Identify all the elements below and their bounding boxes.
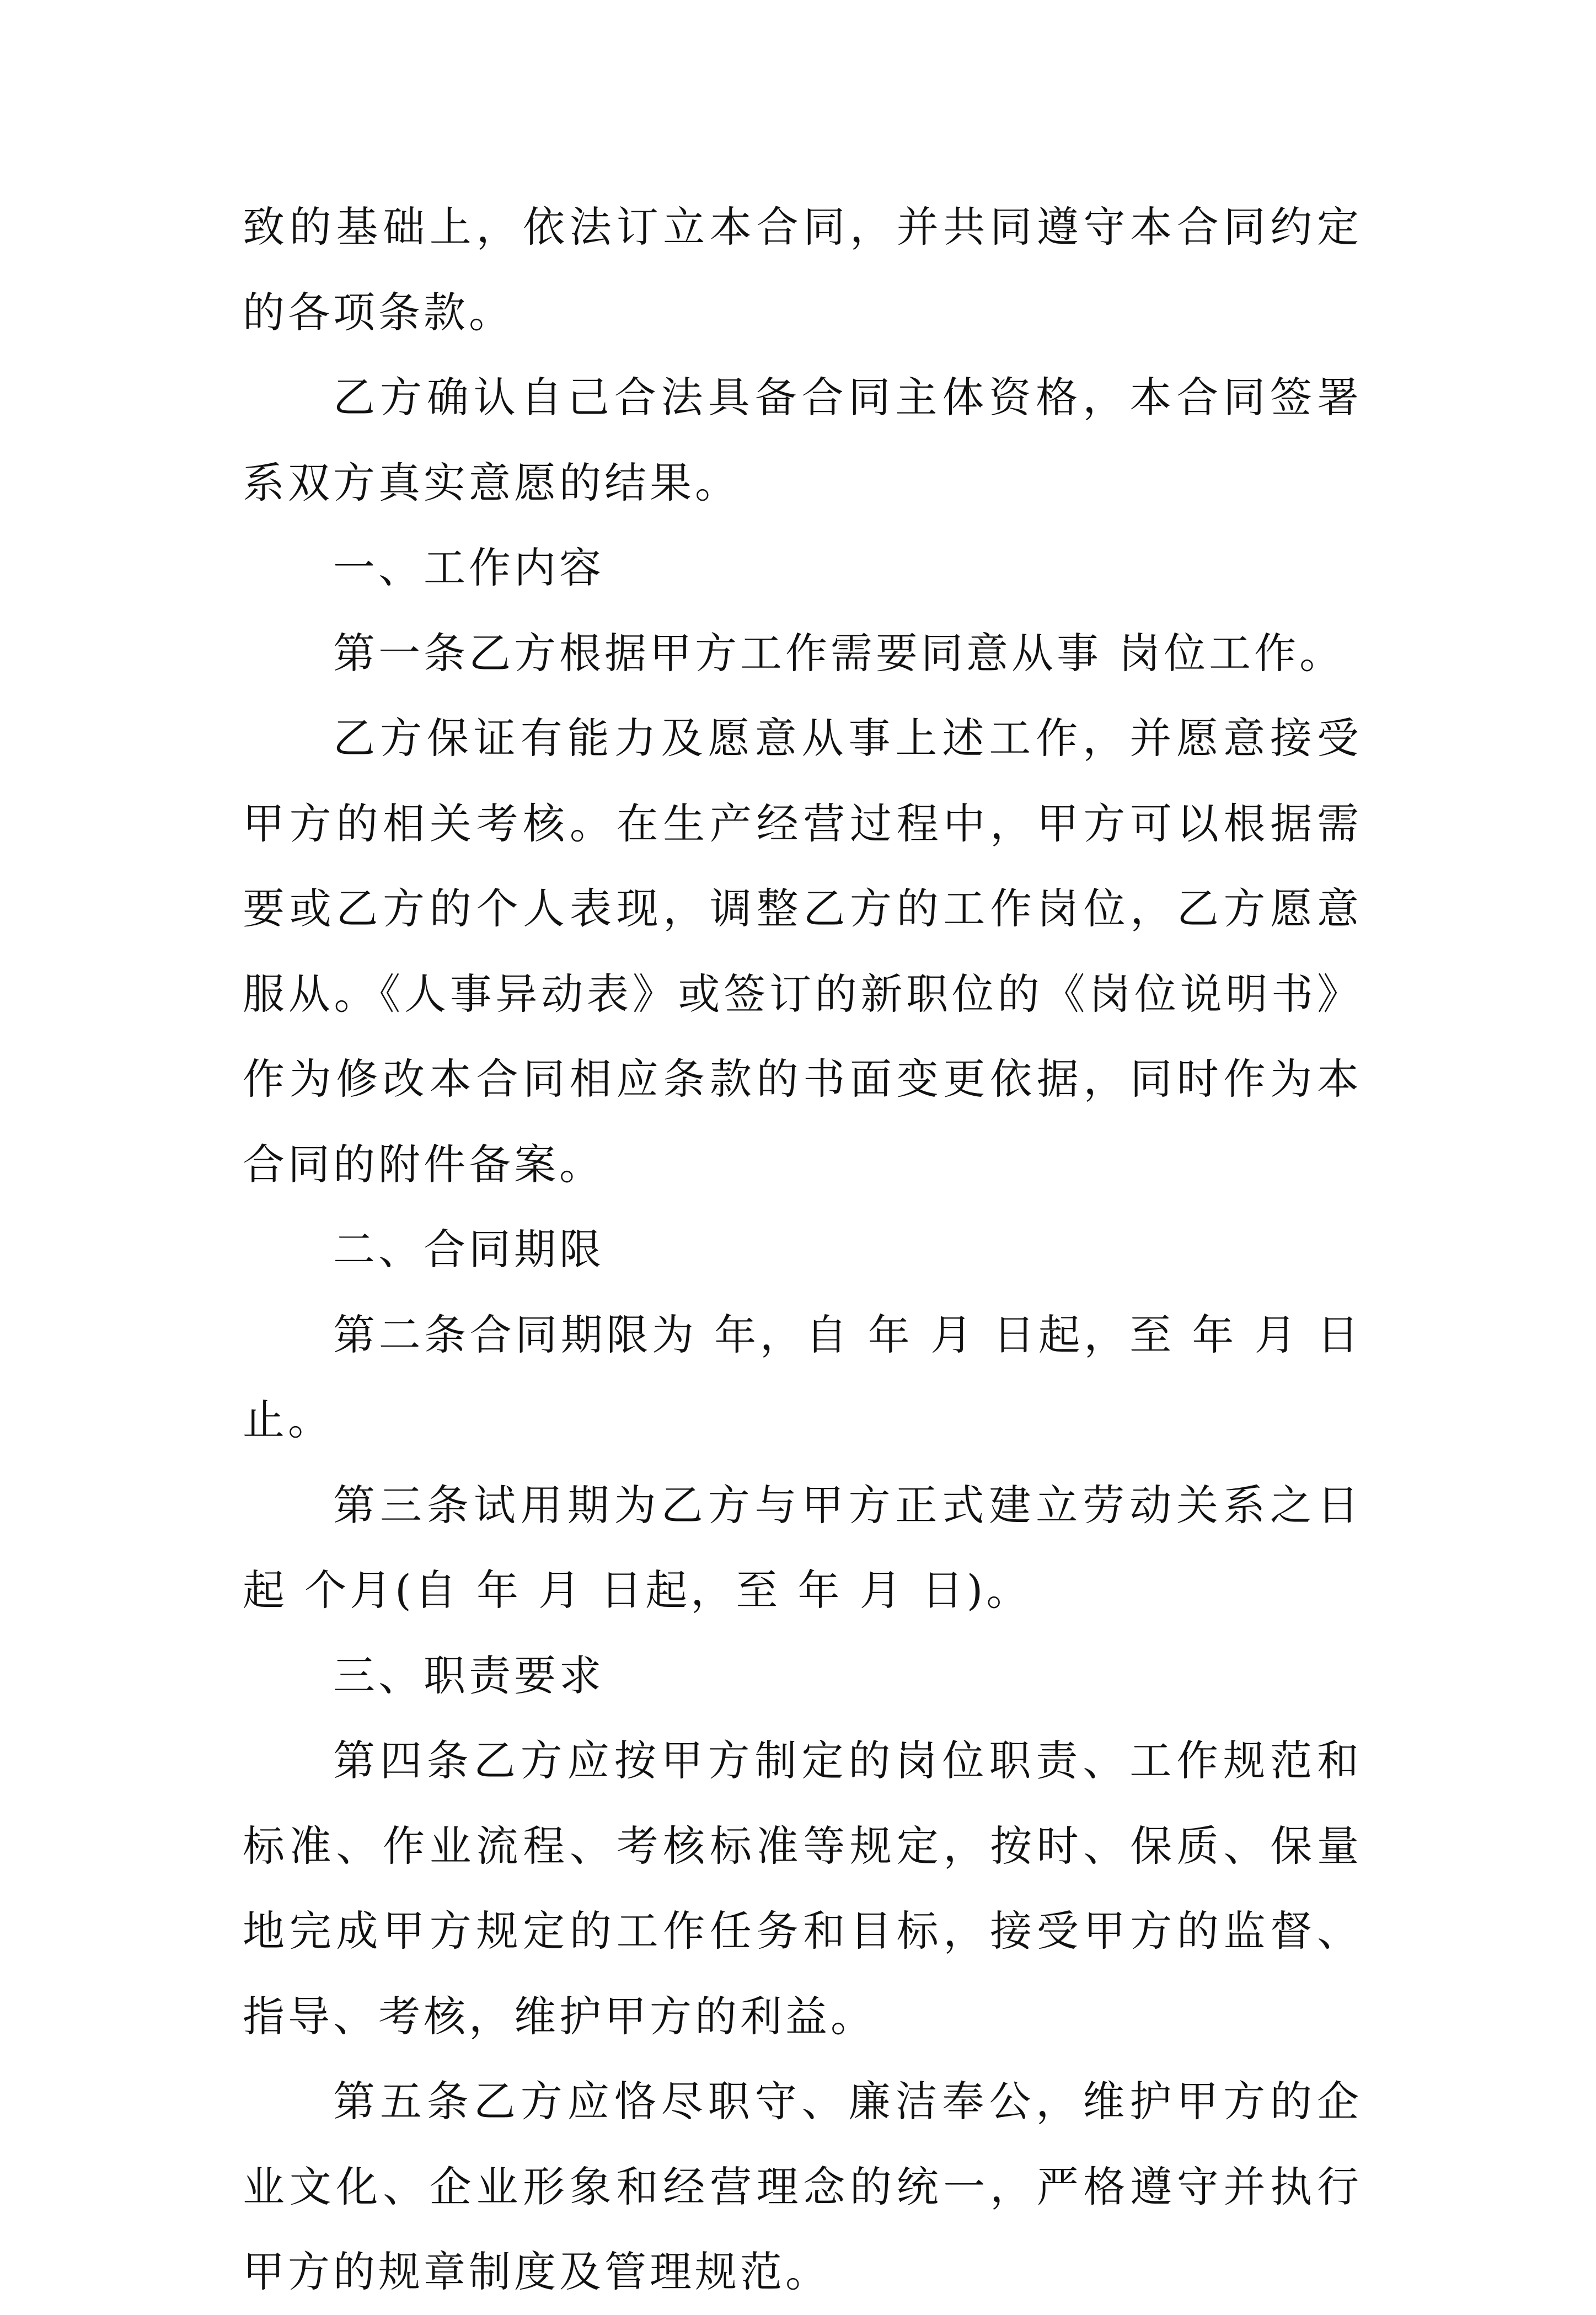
article-2: 第二条合同期限为 年，自 年 月 日起，至 年 月 日止。	[243, 1310, 1362, 1444]
paragraph-job-adjustment: 乙方保证有能力及愿意从事上述工作，并愿意接受甲方的相关考核。在生产经营过程中，甲方可以根据需要或乙方的个人表现，调整乙方的工作岗位，乙方愿意服从。《人事异动表》或签订的新职位的《岗位说明书》作为修改本合同相应条款的书面变更依据，同时作为本合同的附件备案。	[243, 714, 1362, 1189]
section-heading-work-content: 一、工作内容	[333, 543, 604, 592]
article-4: 第四条乙方应按甲方制定的岗位职责、工作规范和标准、作业流程、考核标准等规定，按时、保质、保量地完成甲方规定的工作任务和目标，接受甲方的监督、指导、考核，维护甲方的利益。	[243, 1736, 1362, 2041]
section-heading-duties: 三、职责要求	[333, 1650, 604, 1700]
article-5: 第五条乙方应恪尽职守、廉洁奉公，维护甲方的企业文化、企业形象和经营理念的统一，严格遵守并执行甲方的规章制度及管理规范。	[243, 2077, 1362, 2296]
paragraph-qualification: 乙方确认自己合法具备合同主体资格，本合同签署系双方真实意愿的结果。	[243, 373, 1362, 507]
document-body	[243, 185, 1362, 2315]
article-1: 第一条乙方根据甲方工作需要同意从事 岗位工作。	[333, 628, 1345, 678]
paragraph-intro-continuation: 致的基础上，依法订立本合同，并共同遵守本合同约定的各项条款。	[243, 202, 1362, 337]
article-3: 第三条试用期为乙方与甲方正式建立劳动关系之日起 个月(自 年 月 日起，至 年 月 日)。	[243, 1480, 1362, 1615]
section-heading-contract-term: 二、合同期限	[333, 1225, 604, 1274]
